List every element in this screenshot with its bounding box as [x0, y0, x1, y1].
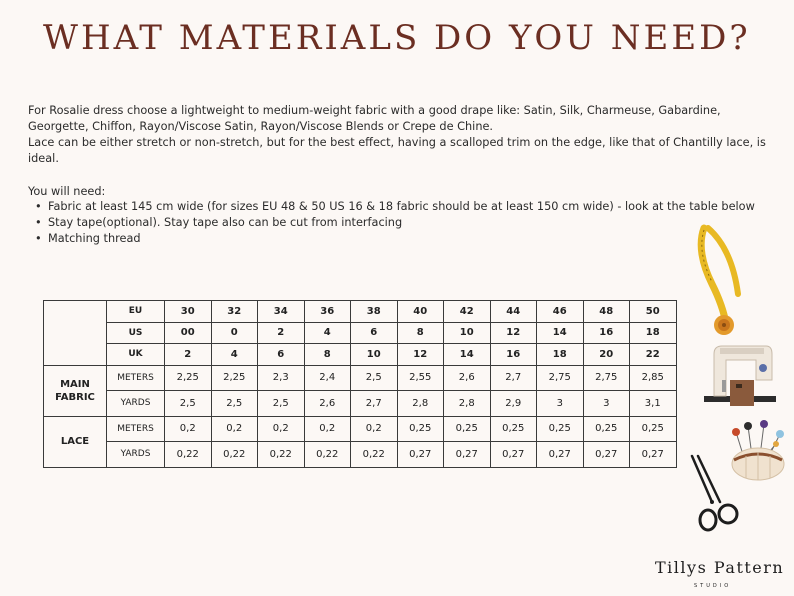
quantity-cell: 2,5	[165, 391, 212, 417]
quantity-cell: 0,27	[630, 442, 677, 468]
brand-subtitle: STUDIO	[694, 583, 732, 589]
quantity-cell: 0,27	[490, 442, 537, 468]
intro-text	[28, 103, 773, 167]
size-system-label: EU	[107, 301, 165, 323]
quantity-cell: 3,1	[630, 391, 677, 417]
size-cell: 22	[630, 344, 677, 366]
quantity-cell: 2,25	[165, 365, 212, 391]
quantity-cell: 3	[583, 391, 630, 417]
quantity-cell: 0,25	[397, 416, 444, 442]
size-cell: 0	[211, 322, 258, 344]
quantity-cell: 0,27	[397, 442, 444, 468]
size-cell: 16	[583, 322, 630, 344]
size-cell: 8	[397, 322, 444, 344]
material-row	[44, 442, 677, 468]
quantity-cell: 0,25	[537, 416, 584, 442]
size-cell: 48	[583, 301, 630, 323]
quantity-cell: 2,5	[211, 391, 258, 417]
quantity-cell: 0,2	[165, 416, 212, 442]
needs-heading: You will need:	[28, 185, 106, 198]
quantity-cell: 0,2	[351, 416, 398, 442]
brand-logo: Tillys Pattern	[655, 558, 785, 577]
size-cell: 40	[397, 301, 444, 323]
quantity-cell: 0,22	[165, 442, 212, 468]
size-cell: 30	[165, 301, 212, 323]
size-cell: 16	[490, 344, 537, 366]
size-cell: 12	[490, 322, 537, 344]
sewing-machine-icon	[700, 340, 780, 408]
quantity-cell: 2,75	[583, 365, 630, 391]
size-cell: 10	[351, 344, 398, 366]
quantity-cell: 2,25	[211, 365, 258, 391]
size-cell: 4	[304, 322, 351, 344]
quantity-cell: 0,2	[304, 416, 351, 442]
needs-list	[35, 199, 755, 247]
quantity-cell: 0,2	[211, 416, 258, 442]
size-cell: 6	[258, 344, 305, 366]
quantity-cell: 3	[537, 391, 584, 417]
quantity-cell: 0,2	[258, 416, 305, 442]
scissors-icon	[686, 452, 742, 534]
size-cell: 44	[490, 301, 537, 323]
size-cell: 00	[165, 322, 212, 344]
quantity-cell: 0,27	[444, 442, 491, 468]
quantity-cell: 0,22	[211, 442, 258, 468]
quantity-cell: 2,85	[630, 365, 677, 391]
unit-label: METERS	[107, 365, 165, 391]
page-title: WHAT MATERIALS DO YOU NEED?	[43, 18, 751, 58]
quantity-cell: 2,7	[490, 365, 537, 391]
size-row-eu	[44, 301, 677, 323]
quantity-cell: 2,5	[351, 365, 398, 391]
unit-label: YARDS	[107, 391, 165, 417]
quantity-cell: 2,4	[304, 365, 351, 391]
size-cell: 8	[304, 344, 351, 366]
quantity-cell: 0,25	[490, 416, 537, 442]
material-row	[44, 365, 677, 391]
size-cell: 2	[165, 344, 212, 366]
tape-measure-icon	[694, 224, 750, 342]
size-cell: 50	[630, 301, 677, 323]
size-cell: 12	[397, 344, 444, 366]
table-corner-cell	[44, 301, 107, 366]
size-cell: 20	[583, 344, 630, 366]
intro-paragraph-fabric: For Rosalie dress choose a lightweight to medium-weight fabric with a good drape like: Satin, Silk, Charmeuse, Gabardine, Georgette, Chiffon, Rayon/Viscose Satin, Rayon/Viscose Blends or Crepe de Chine.	[28, 104, 721, 133]
quantity-cell: 2,9	[490, 391, 537, 417]
size-cell: 42	[444, 301, 491, 323]
intro-paragraph-lace: Lace can be either stretch or non-stretch, but for the best effect, having a scalloped trim on the edge, like that of Chantilly lace, is ideal.	[28, 136, 766, 165]
quantity-cell: 0,25	[583, 416, 630, 442]
size-cell: 6	[351, 322, 398, 344]
quantity-cell: 0,27	[583, 442, 630, 468]
size-cell: 38	[351, 301, 398, 323]
size-row-uk	[44, 344, 677, 366]
material-row	[44, 416, 677, 442]
quantity-cell: 2,6	[444, 365, 491, 391]
quantity-cell: 0,27	[537, 442, 584, 468]
quantity-cell: 2,5	[258, 391, 305, 417]
size-system-label: UK	[107, 344, 165, 366]
needs-item-fabric: • Fabric at least 145 cm wide (for sizes EU 48 & 50 US 16 & 18 fabric should be at least 150 cm wide) - look at the table below	[35, 199, 755, 215]
quantity-cell: 2,7	[351, 391, 398, 417]
size-cell: 10	[444, 322, 491, 344]
quantity-cell: 2,6	[304, 391, 351, 417]
unit-label: METERS	[107, 416, 165, 442]
quantity-cell: 2,8	[397, 391, 444, 417]
material-group-label: LACE	[44, 416, 107, 467]
materials-table	[43, 300, 677, 468]
quantity-cell: 0,22	[351, 442, 398, 468]
size-cell: 18	[537, 344, 584, 366]
material-row	[44, 391, 677, 417]
quantity-cell: 0,25	[444, 416, 491, 442]
size-cell: 18	[630, 322, 677, 344]
size-cell: 4	[211, 344, 258, 366]
size-system-label: US	[107, 322, 165, 344]
size-cell: 14	[537, 322, 584, 344]
size-cell: 2	[258, 322, 305, 344]
quantity-cell: 2,75	[537, 365, 584, 391]
unit-label: YARDS	[107, 442, 165, 468]
size-cell: 46	[537, 301, 584, 323]
needs-item-stay-tape: • Stay tape(optional). Stay tape also can be cut from interfacing	[35, 215, 755, 231]
size-cell: 14	[444, 344, 491, 366]
needs-item-thread: • Matching thread	[35, 231, 755, 247]
quantity-cell: 2,3	[258, 365, 305, 391]
quantity-cell: 2,8	[444, 391, 491, 417]
size-cell: 34	[258, 301, 305, 323]
quantity-cell: 2,55	[397, 365, 444, 391]
size-row-us	[44, 322, 677, 344]
material-group-label: MAIN FABRIC	[44, 365, 107, 416]
quantity-cell: 0,22	[258, 442, 305, 468]
size-cell: 32	[211, 301, 258, 323]
size-cell: 36	[304, 301, 351, 323]
quantity-cell: 0,22	[304, 442, 351, 468]
quantity-cell: 0,25	[630, 416, 677, 442]
